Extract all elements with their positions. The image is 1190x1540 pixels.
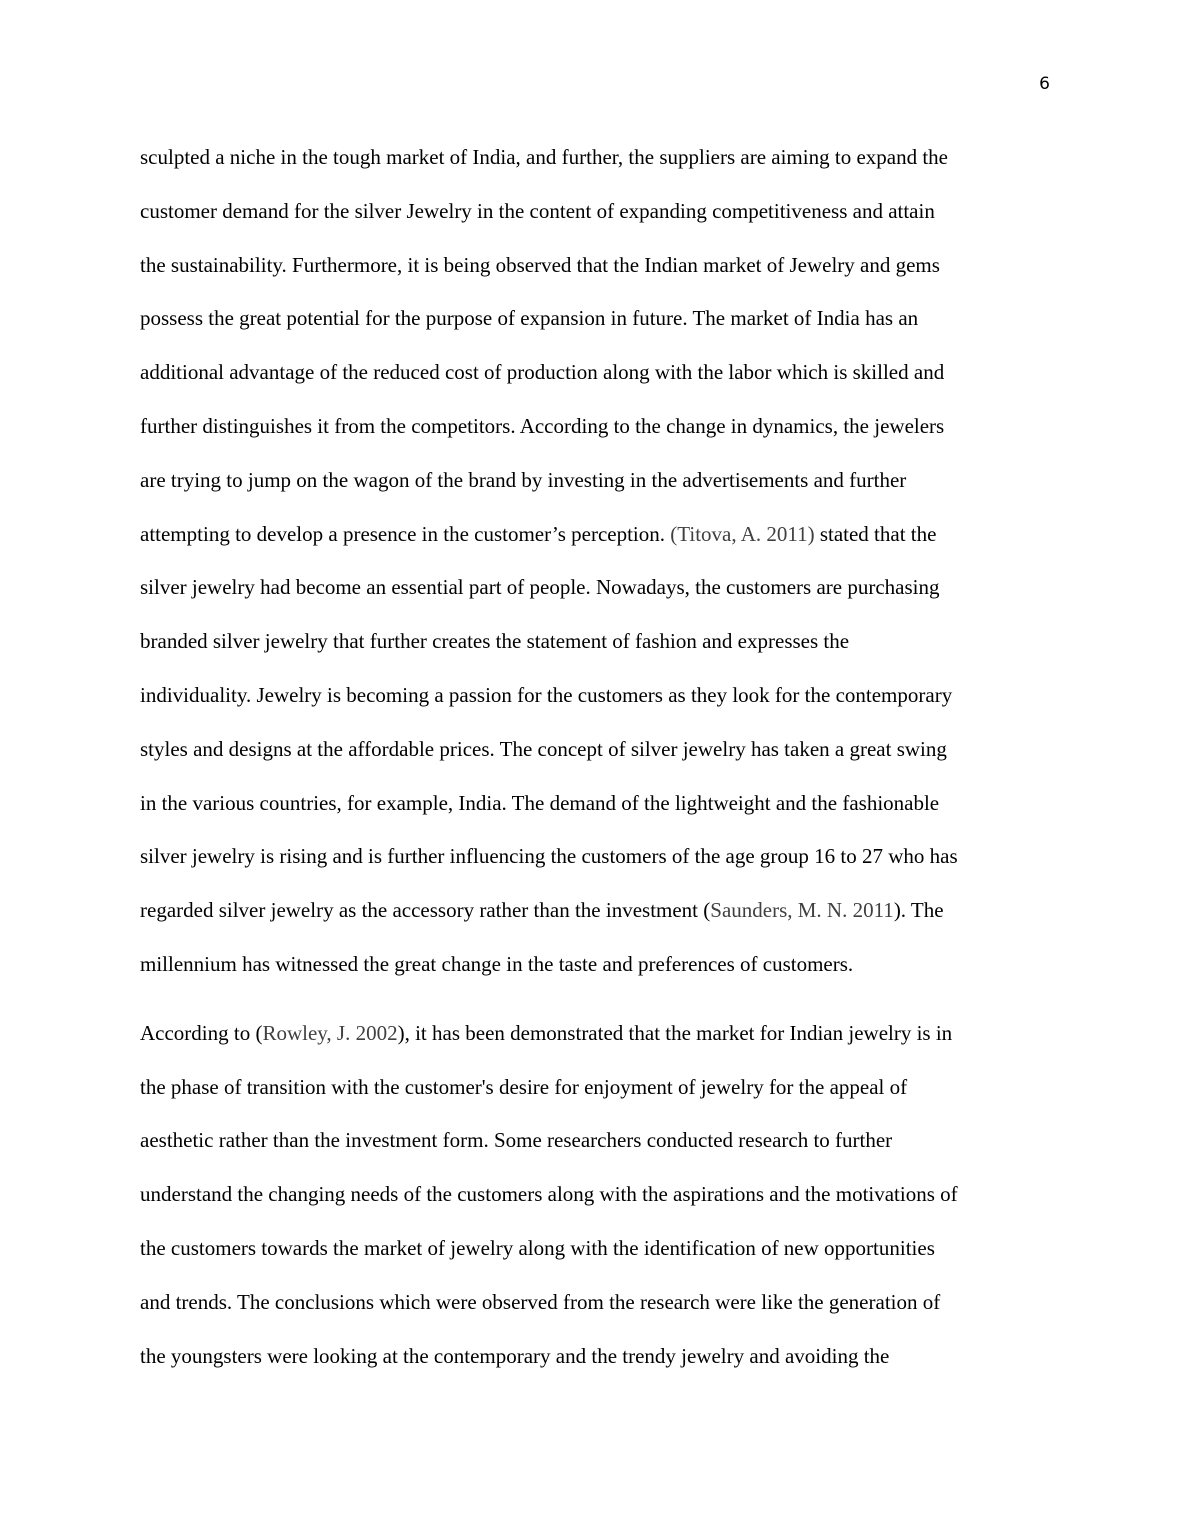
text-line: sculpted a niche in the tough market of India, and further, the suppliers are aiming to expand the	[140, 145, 948, 169]
text-segment: stated that the	[814, 521, 937, 546]
text-segment: According to (	[140, 1020, 263, 1045]
document-body	[140, 131, 1052, 1383]
citation-titova: (Titova, A. 2011)	[670, 521, 815, 546]
text-segment: regarded silver jewelry as the accessory rather than the investment (	[140, 898, 711, 923]
text-line: individuality. Jewelry is becoming a passion for the customers as they look for the contemporary	[140, 682, 953, 707]
text-line: possess the great potential for the purpose of expansion in future. The market of India has an	[140, 306, 919, 331]
text-line-with-citation	[140, 884, 1052, 938]
text-segment: ), it has been demonstrated that the market for Indian jewelry is in	[397, 1020, 953, 1045]
text-line: silver jewelry had become an essential part of people. Nowadays, the customers are purchasing	[140, 575, 940, 600]
page-number: 6	[1039, 74, 1050, 94]
text-line: customer demand for the silver Jewelry in the content of expanding competitiveness and attain	[140, 198, 935, 223]
text-line: branded silver jewelry that further creates the statement of fashion and expresses the	[140, 629, 850, 654]
text-segment: ). The	[893, 898, 944, 923]
text-line: further distinguishes it from the competitors. According to the change in dynamics, the jewelers	[140, 413, 945, 438]
text-line: in the various countries, for example, India. The demand of the lightweight and the fashionable	[140, 790, 940, 815]
text-line: the phase of transition with the customer's desire for enjoyment of jewelry for the appeal of	[140, 1074, 908, 1099]
text-line: the sustainability. Furthermore, it is being observed that the Indian market of Jewelry and gems	[140, 252, 940, 277]
text-line: and trends. The conclusions which were observed from the research were like the generation of	[140, 1289, 941, 1314]
text-line: silver jewelry is rising and is further influencing the customers of the age group 16 to 27 who has	[140, 844, 958, 869]
text-line: aesthetic rather than the investment form. Some researchers conducted research to further	[140, 1128, 893, 1153]
paragraph-spacer	[140, 992, 1052, 1007]
citation-saunders: Saunders, M. N. 2011	[710, 898, 894, 923]
text-line: styles and designs at the affordable prices. The concept of silver jewelry has taken a great swing	[140, 736, 947, 761]
citation-rowley: Rowley, J. 2002	[262, 1020, 398, 1045]
text-line: the youngsters were looking at the contemporary and the trendy jewelry and avoiding the	[140, 1343, 890, 1368]
text-line: the customers towards the market of jewelry along with the identification of new opportunities	[140, 1235, 935, 1260]
text-line-with-citation	[140, 508, 1052, 562]
text-line: additional advantage of the reduced cost of production along with the labor which is skilled and	[140, 360, 945, 385]
text-line-with-citation	[140, 1007, 1052, 1061]
text-line: are trying to jump on the wagon of the brand by investing in the advertisements and further	[140, 467, 907, 492]
text-segment: attempting to develop a presence in the customer’s perception.	[140, 521, 671, 546]
paragraph-1	[140, 131, 1052, 992]
text-line: millennium has witnessed the great change in the taste and preferences of customers.	[140, 951, 854, 976]
paragraph-2	[140, 1007, 1052, 1384]
text-line: understand the changing needs of the customers along with the aspirations and the motivations of	[140, 1182, 958, 1207]
